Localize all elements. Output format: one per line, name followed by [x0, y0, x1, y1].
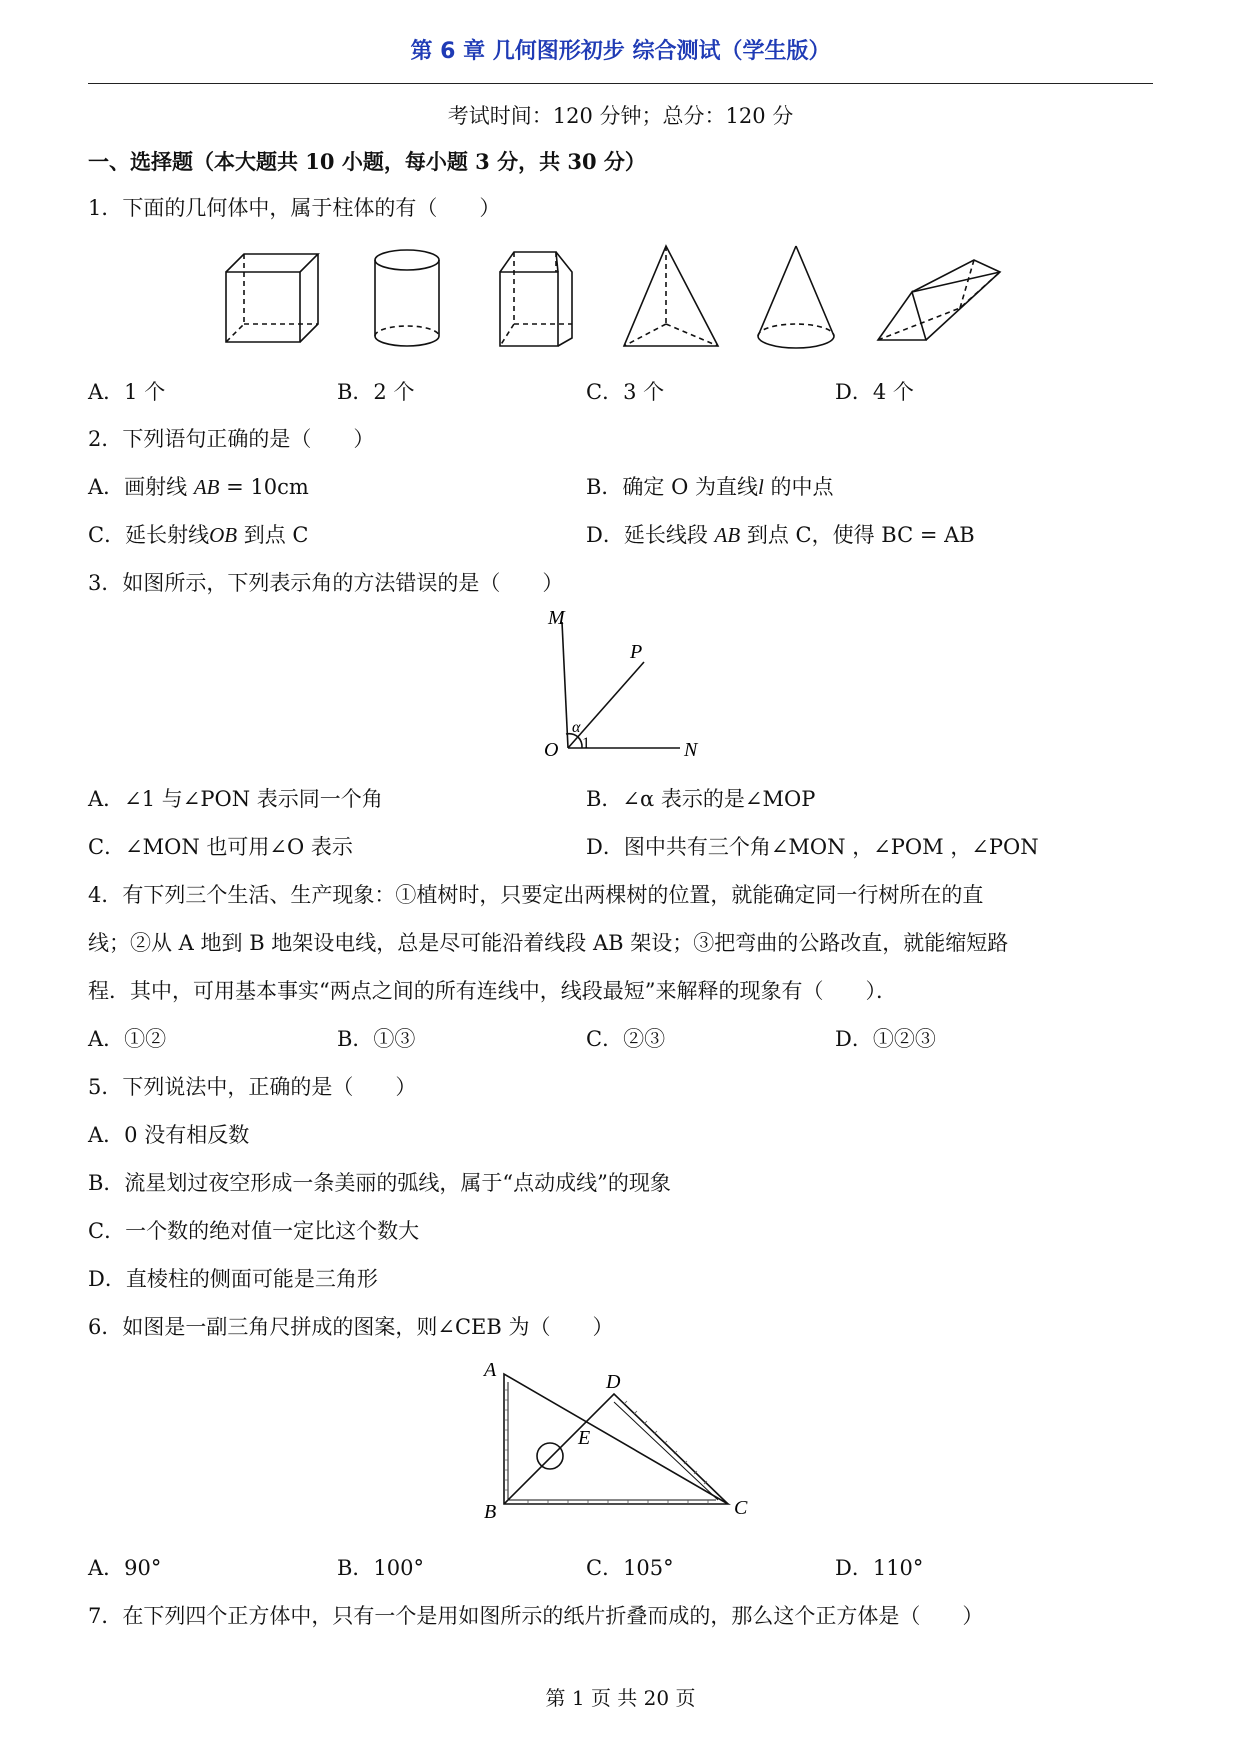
label-one: 1 — [582, 735, 590, 752]
square-prism-shape — [500, 252, 572, 346]
question-6-option-d: D．110° — [835, 1556, 924, 1580]
question-3-option-d: D．图中共有三个角∠MON ，∠POM ，∠PON — [586, 835, 1039, 859]
label-p: P — [630, 641, 643, 663]
question-1-stem: 1．下面的几何体中，属于柱体的有（ ） — [88, 196, 501, 220]
math-symbol: OB — [209, 523, 238, 547]
question-6-option-b: B．100° — [337, 1556, 425, 1580]
option-text: A．画射线 — [88, 475, 194, 499]
cone-shape — [758, 246, 834, 348]
pyramid-shape — [624, 246, 718, 346]
triangle-dbc-inner — [614, 1402, 718, 1500]
cylinder-shape — [375, 250, 439, 346]
question-6-option-a: A．90° — [88, 1556, 162, 1580]
question-2-option-d — [586, 519, 975, 549]
math-symbol: l — [758, 475, 764, 499]
question-4-stem-line-1: 4．有下列三个生活、生产现象：①植树时，只要定出两棵树的位置，就能确定同一行树所在的直 — [88, 883, 984, 907]
header-divider — [88, 83, 1153, 84]
math-symbol: AB — [193, 475, 220, 499]
label-m: M — [548, 607, 565, 629]
question-3-option-b: B．∠α 表示的是∠MOP — [586, 787, 816, 811]
question-5-option-c: C．一个数的绝对值一定比这个数大 — [88, 1219, 420, 1243]
option-text: 到点 C — [237, 523, 309, 547]
question-4-option-c: C．②③ — [586, 1027, 666, 1051]
triangle-dbc — [504, 1394, 728, 1504]
triangle-abc-inner — [508, 1382, 716, 1500]
document-title: 第 6 章 几何图形初步 综合测试（学生版） — [410, 39, 831, 64]
question-3-angle-figure — [520, 604, 720, 764]
question-2-option-b — [586, 471, 834, 501]
question-3-stem: 3．如图所示，下列表示角的方法错误的是（ ） — [88, 571, 564, 595]
question-1-option-b: B．2 个 — [337, 380, 415, 404]
ray-om — [562, 622, 568, 748]
question-3-option-a: A．∠1 与∠PON 表示同一个角 — [88, 787, 383, 811]
triangle-abc — [504, 1374, 728, 1504]
cuboid-shape — [226, 254, 318, 342]
label-n: N — [684, 739, 698, 761]
question-4-stem-line-3: 程．其中，可用基本事实“两点之间的所有连线中，线段最短”来解释的现象有（ ）． — [88, 979, 897, 1003]
option-text: D．延长线段 — [586, 523, 715, 547]
triangular-prism-shape — [878, 260, 1000, 340]
question-5-stem: 5．下列说法中，正确的是（ ） — [88, 1075, 417, 1099]
question-4-option-b: B．①③ — [337, 1027, 416, 1051]
question-2-option-c — [88, 519, 309, 549]
option-text: 的中点 — [763, 475, 834, 499]
option-text: = 10cm — [219, 475, 309, 499]
option-text: B．确定 O 为直线 — [586, 475, 758, 499]
option-text: 到点 C，使得 BC = AB — [740, 523, 975, 547]
label-b: B — [484, 1501, 497, 1520]
question-4-option-d: D．①②③ — [835, 1027, 936, 1051]
question-4-stem-line-2: 线；②从 A 地到 B 地架设电线，总是尽可能沿着线段 AB 架设；③把弯曲的公路改直，就能缩短路 — [88, 931, 1009, 955]
option-text: C．延长射线 — [88, 523, 210, 547]
page-footer: 第 1 页 共 20 页 — [545, 1686, 696, 1710]
question-1-option-c: C．3 个 — [586, 380, 665, 404]
label-e: E — [578, 1427, 591, 1449]
question-4-option-a: A．①② — [88, 1027, 167, 1051]
question-1-option-a: A．1 个 — [88, 380, 166, 404]
question-7-stem: 7．在下列四个正方体中，只有一个是用如图所示的纸片折叠而成的，那么这个正方体是（ ） — [88, 1604, 984, 1628]
question-6-set-square-figure — [478, 1360, 768, 1520]
set-square-hole — [537, 1443, 563, 1469]
label-d: D — [606, 1371, 621, 1393]
question-5-option-d: D．直棱柱的侧面可能是三角形 — [88, 1267, 378, 1291]
label-o: O — [544, 739, 559, 761]
section-heading: 一、选择题（本大题共 10 小题，每小题 3 分，共 30 分） — [88, 149, 646, 174]
question-1-solids-figure — [220, 242, 1030, 354]
question-1-option-d: D．4 个 — [835, 380, 914, 404]
question-3-option-c: C．∠MON 也可用∠O 表示 — [88, 835, 353, 859]
question-6-option-c: C．105° — [586, 1556, 674, 1580]
question-2-option-a — [88, 471, 309, 501]
question-5-option-b: B．流星划过夜空形成一条美丽的弧线，属于“点动成线”的现象 — [88, 1171, 671, 1195]
question-5-option-a: A．0 没有相反数 — [88, 1123, 250, 1147]
label-alpha: α — [572, 719, 581, 736]
question-2-stem: 2．下列语句正确的是（ ） — [88, 427, 375, 451]
ruler-ticks — [504, 1390, 708, 1504]
label-a: A — [484, 1360, 497, 1381]
math-symbol: AB — [714, 523, 741, 547]
question-6-stem: 6．如图是一副三角尺拼成的图案，则∠CEB 为（ ） — [88, 1315, 614, 1339]
label-c: C — [734, 1497, 748, 1519]
exam-info: 考试时间：120 分钟；总分：120 分 — [447, 104, 794, 128]
